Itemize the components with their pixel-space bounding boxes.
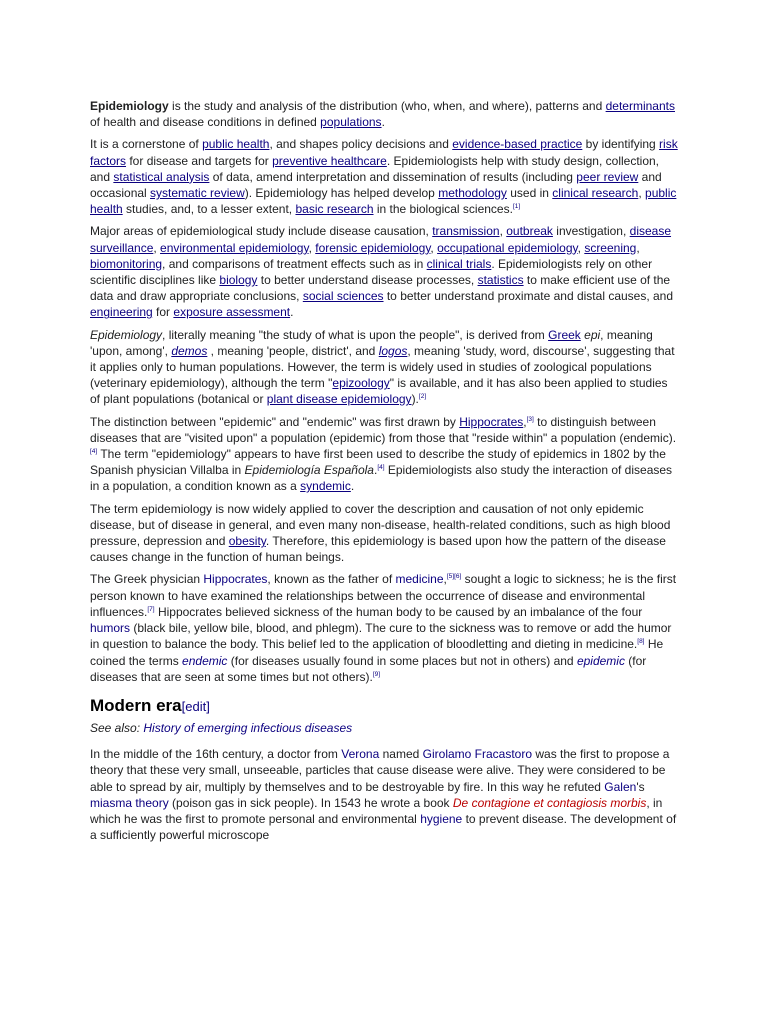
link-peer-review[interactable]: peer review (576, 169, 639, 184)
article-body (90, 98, 678, 849)
link-plant-disease-epidemiology[interactable]: plant disease epidemiology (266, 392, 412, 407)
link-epidemic[interactable]: epidemic (576, 653, 625, 668)
link-engineering[interactable]: engineering (90, 305, 153, 320)
term-epidemiologia-espanola: Epidemiología Española (244, 463, 374, 478)
link-statistics[interactable]: statistics (477, 273, 524, 288)
paragraph-hippocrates: The Greek physician Hippocrates, known as the father of medicine,[5][6] sought a logic to sickness; he is the first person known to have examined the relationships between the occurrence of disease and environmental influences.[7] Hippocrates believed sickness of the human body to be caused by an imbalance of the four humors (black bile, yellow bile, blood, and phlegm). The cure to the sickness was to remove or add the humor in question to balance the body. This belief led to the application of bloodletting and dieting in medicine.[8] He coined the terms endemic (for diseases usually found in some places but not in others) and epidemic (for diseases that are seen at some times but not others).[9] (90, 572, 677, 684)
link-verona[interactable]: Verona (341, 747, 380, 762)
link-forensic-epidemiology[interactable]: forensic epidemiology (315, 240, 431, 255)
link-girolamo-fracastoro[interactable]: Girolamo Fracastoro (422, 747, 533, 762)
link-medicine[interactable]: medicine (395, 572, 444, 587)
see-also-hatnote: See also: History of emerging infectious diseases (90, 720, 353, 735)
paragraph-cornerstone: It is a cornerstone of public health, and shapes policy decisions and evidence-based practice by identifying risk factors for disease and targets for preventive healthcare. Epidemiologists help with study design, collection, and statistical analysis of data, amend interpretation and dissemination of results (including peer review and occasional systematic review). Epidemiology has helped develop methodology used in clinical research, public health studies, and, to a lesser extent, basic research in the biological sciences.[1] (90, 137, 678, 217)
link-hippocrates[interactable]: Hippocrates (459, 414, 524, 429)
citation-6[interactable]: [6] (454, 573, 462, 581)
link-environmental-epidemiology[interactable]: environmental epidemiology (160, 240, 309, 255)
link-social-sciences[interactable]: social sciences (302, 289, 384, 304)
link-occupational-epidemiology[interactable]: occupational epidemiology (437, 240, 578, 255)
link-clinical-trials[interactable]: clinical trials (426, 256, 492, 271)
citation-7[interactable]: [7] (147, 605, 155, 613)
citation-4[interactable]: [4] (90, 448, 98, 456)
link-history-emerging-infectious-diseases[interactable]: History of emerging infectious diseases (143, 720, 353, 735)
term-epidemiology-italic: Epidemiology (90, 327, 163, 342)
paragraph-intro: Epidemiology is the study and analysis of the distribution (who, when, and where), patterns and determinants of health and disease conditions in defined populations. (90, 99, 675, 130)
citation-5[interactable]: [5] (446, 573, 455, 581)
link-public-health[interactable]: public health (202, 137, 270, 152)
paragraph-distinction: The distinction between "epidemic" and "endemic" was first drawn by Hippocrates,[3] to distinguish between diseases that are "visited upon" a population (epidemic) from those that "reside within" a population (endemic).[4] The term "epidemiology" appears to have first been used to describe the study of epidemics in 1802 by the Spanish physician Villalba in Epidemiología Española.[4] Epidemiologists also study the interaction of diseases in a population, a condition known as a syndemic. (90, 414, 677, 494)
citation-4b[interactable]: [4] (377, 464, 385, 472)
link-epizoology[interactable]: epizoology (332, 376, 390, 391)
link-populations[interactable]: populations (320, 115, 382, 130)
redlink-de-contagione[interactable]: De contagione et contagiosis morbis (452, 795, 647, 810)
link-public-health-2[interactable]: public health (90, 186, 677, 217)
link-screening[interactable]: screening (584, 240, 637, 255)
link-logos[interactable]: logos (378, 343, 408, 358)
link-hippocrates-2[interactable]: Hippocrates (203, 572, 268, 587)
term-epi: epi (584, 327, 601, 342)
citation-2[interactable]: [2] (418, 393, 427, 401)
citation-3[interactable]: [3] (526, 415, 534, 423)
link-miasma-theory[interactable]: miasma theory (90, 795, 169, 810)
link-demos[interactable]: demos (171, 343, 208, 358)
link-basic-research[interactable]: basic research (295, 202, 374, 217)
citation-9[interactable]: [9] (372, 670, 381, 678)
paragraph-broad-usage: The term epidemiology is now widely applied to cover the description and causation of not only epidemic disease, but of disease in general, and even many non-disease, health-related conditions, such as high blood pressure, depression and obesity. Therefore, this epidemiology is based upon how the pattern of the disease causes change in the function of human beings. (90, 501, 671, 565)
link-biomonitoring[interactable]: biomonitoring (90, 256, 163, 271)
link-clinical-research[interactable]: clinical research (552, 186, 639, 201)
link-endemic[interactable]: endemic (182, 653, 228, 668)
link-syndemic[interactable]: syndemic (300, 479, 351, 494)
term-epidemiology: Epidemiology (90, 99, 169, 113)
link-hygiene[interactable]: hygiene (420, 811, 463, 826)
link-exposure-assessment[interactable]: exposure assessment (173, 305, 291, 320)
edit-section-link[interactable]: edit (185, 698, 207, 714)
paragraph-etymology: Epidemiology, literally meaning "the study of what is upon the people", is derived from Greek epi, meaning 'upon, among', demos , meaning 'people, district', and logos, meaning 'study, word, discourse', suggesting that it applies only to human populations. However, the term is widely used in studies of zoological populations (veterinary epidemiology), although the term "epizoology" is available, and it has also been applied to studies of plant populations (botanical or plant disease epidemiology).[2] (90, 327, 675, 407)
link-humors[interactable]: humors (90, 621, 131, 636)
link-galen[interactable]: Galen (604, 779, 637, 794)
link-outbreak[interactable]: outbreak (506, 224, 553, 239)
link-greek[interactable]: Greek (548, 327, 581, 342)
link-transmission[interactable]: transmission (432, 224, 500, 239)
paragraph-major-areas: Major areas of epidemiological study include disease causation, transmission, outbreak investigation, disease surveillance, environmental epidemiology, forensic epidemiology, occupational epidemiology, screening, biomonitoring, and comparisons of treatment effects such as in clinical trials. Epidemiologists rely on other scientific disciplines like biology to better understand disease processes, statistics to make efficient use of the data and draw appropriate conclusions, social sciences to better understand proximate and distal causes, and engineering for exposure assessment. (90, 224, 674, 320)
link-statistical-analysis[interactable]: statistical analysis (113, 169, 210, 184)
link-obesity[interactable]: obesity (228, 534, 266, 549)
link-determinants[interactable]: determinants (605, 99, 675, 113)
link-evidence-based-practice[interactable]: evidence-based practice (452, 137, 583, 152)
link-systematic-review[interactable]: systematic review (150, 186, 245, 201)
link-risk-factors[interactable]: risk factors (90, 137, 678, 168)
section-heading-modern-era: Modern era[edit] (90, 695, 210, 715)
link-methodology[interactable]: methodology (438, 186, 507, 201)
link-biology[interactable]: biology (219, 273, 258, 288)
citation-1[interactable]: [1] (512, 203, 521, 211)
citation-8[interactable]: [8] (637, 638, 645, 646)
link-disease-surveillance[interactable]: disease surveillance (90, 224, 672, 255)
paragraph-fracastoro: In the middle of the 16th century, a doctor from Verona named Girolamo Fracastoro was the first to propose a theory that these very small, unseeable, particles that cause disease were alive. They were considered to be able to spread by air, multiply by themselves and to be destroyable by fire. In this way he refuted Galen's miasma theory (poison gas in sick people). In 1543 he wrote a book De contagione et contagiosis morbis, in which he was the first to promote personal and environmental hygiene to prevent disease. The development of a sufficiently powerful microscope (90, 747, 677, 843)
link-preventive-healthcare[interactable]: preventive healthcare (272, 153, 387, 168)
